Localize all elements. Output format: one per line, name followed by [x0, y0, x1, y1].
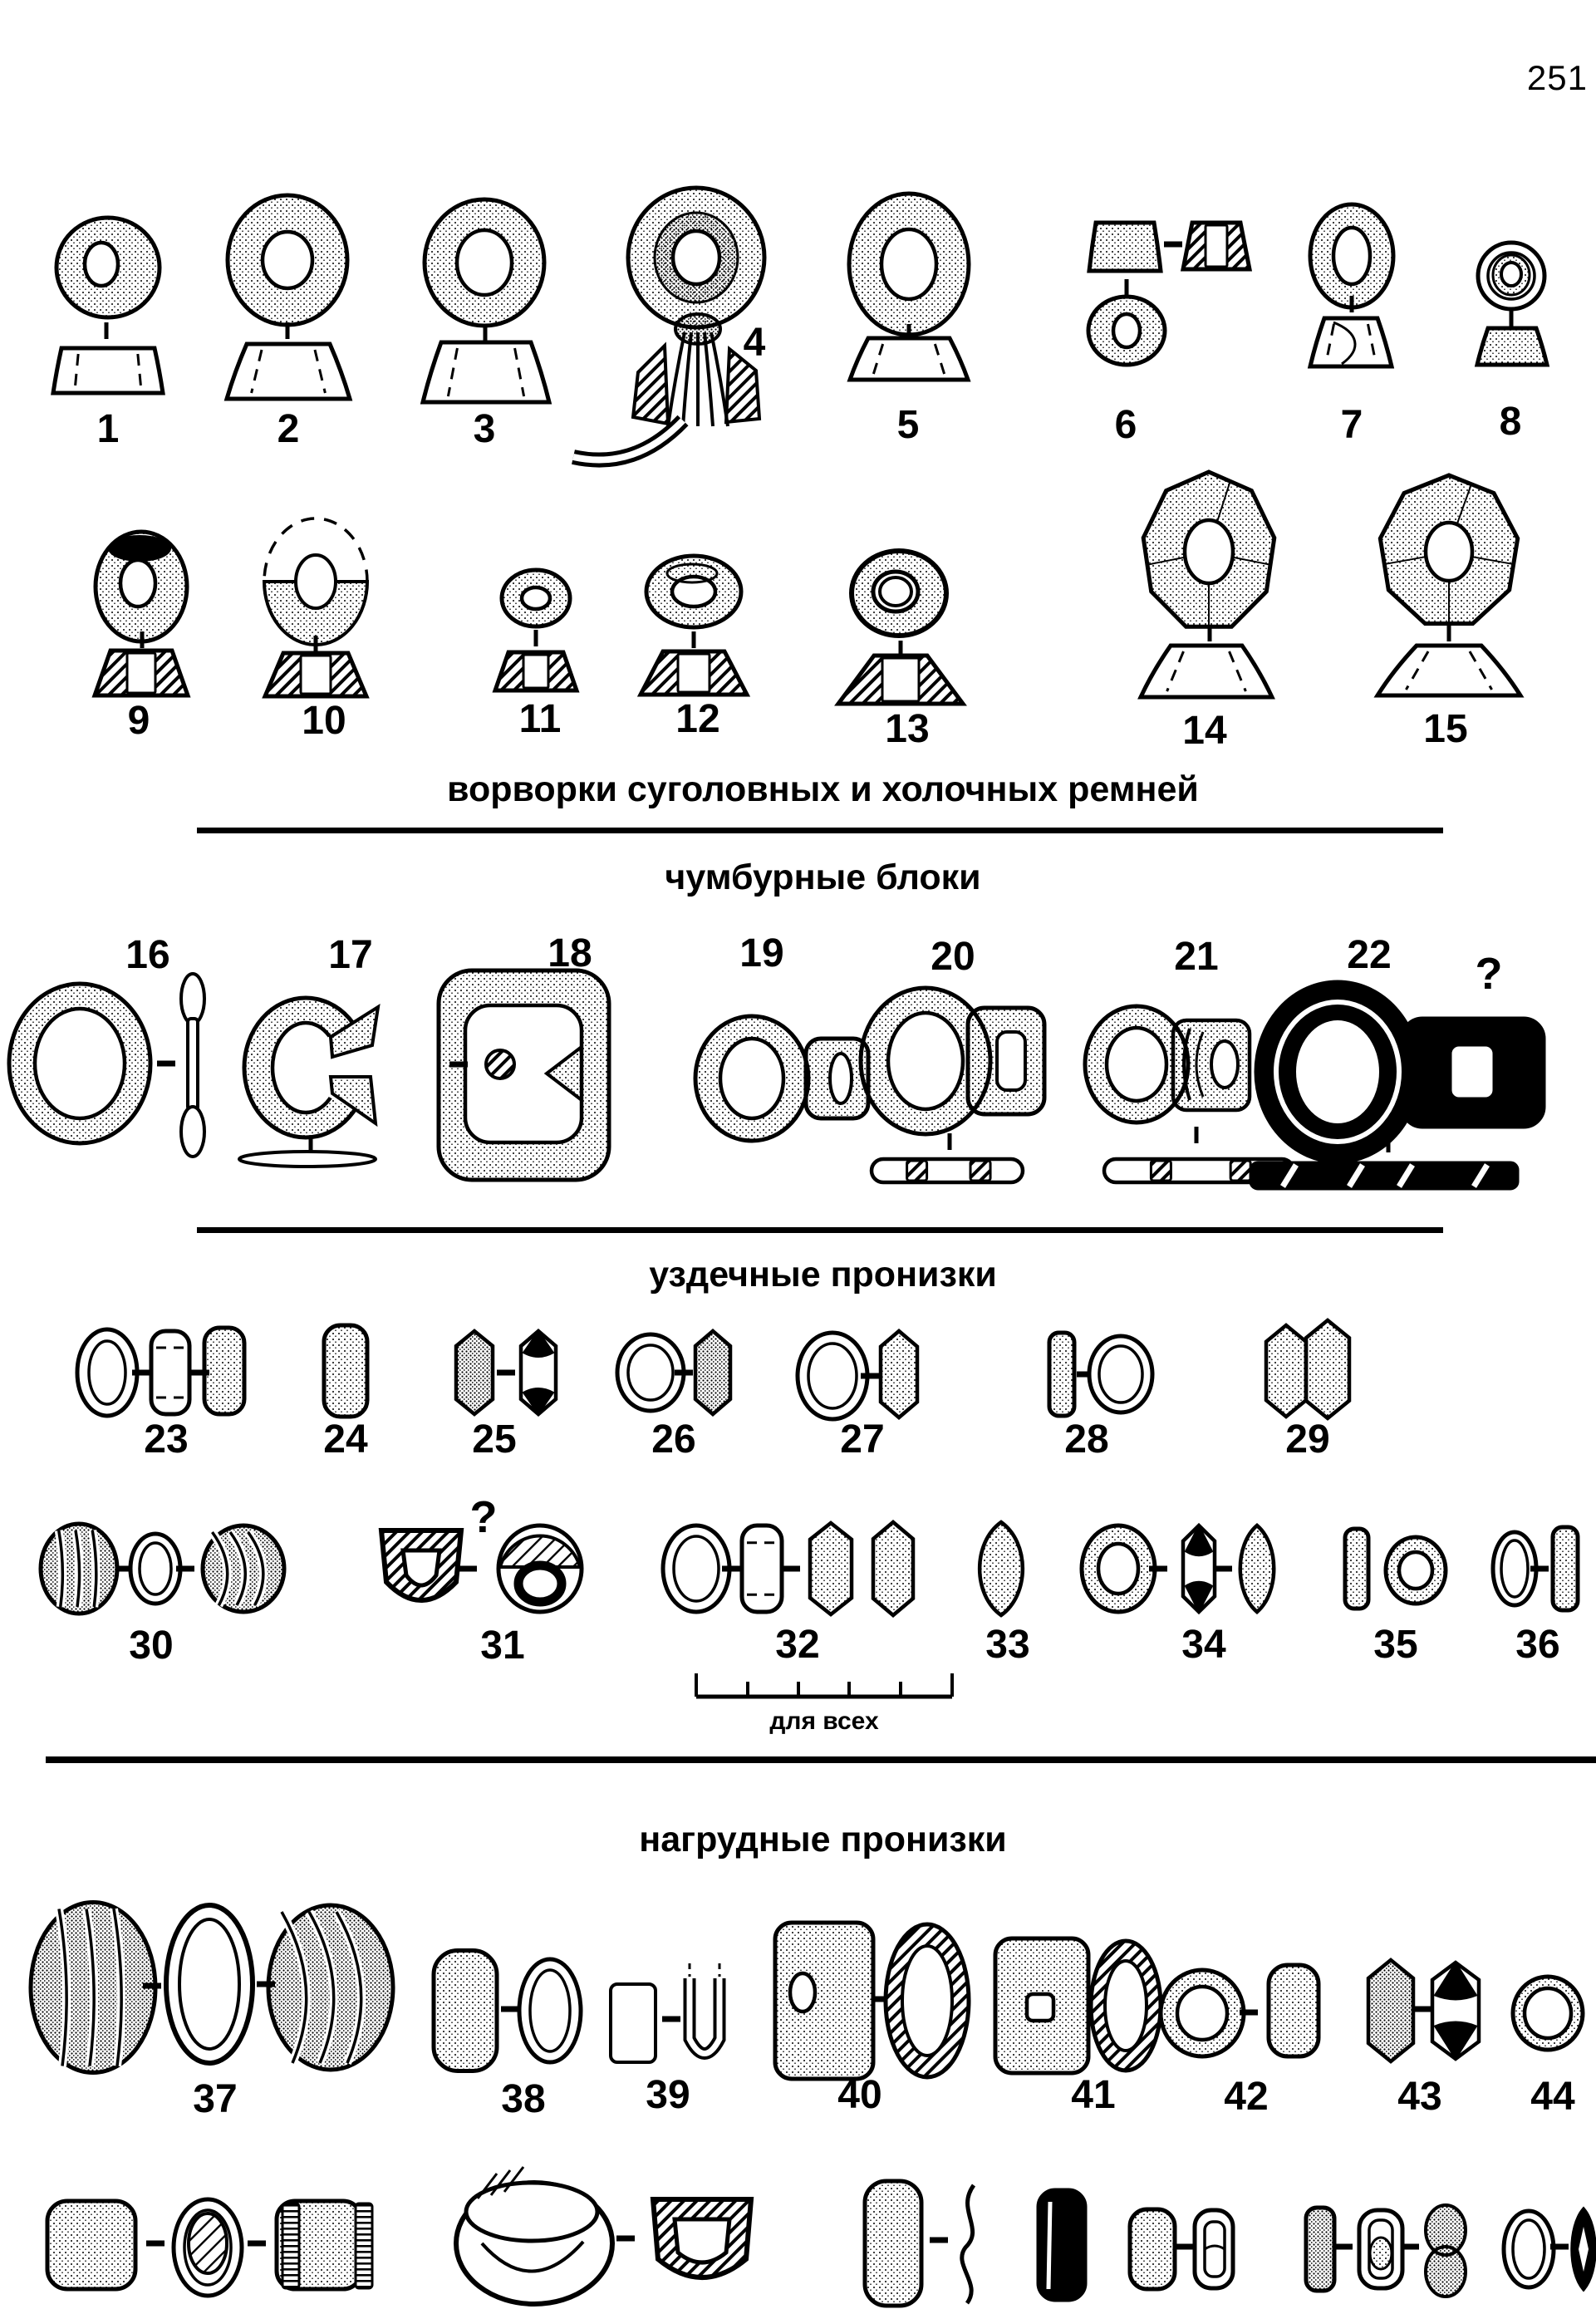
item-number-14: 14: [1182, 709, 1227, 753]
item-number-15: 15: [1423, 707, 1468, 751]
item-number-35: 35: [1373, 1623, 1418, 1667]
item-number-29: 29: [1285, 1417, 1330, 1462]
artifact-5-drawing: [849, 194, 969, 380]
artifact-20-drawing: [861, 988, 1044, 1182]
item-number-12: 12: [675, 697, 720, 741]
artifact-44-drawing: [1513, 1977, 1583, 2050]
item-number-27: 27: [840, 1417, 885, 1462]
artifact-bottom-7-drawing: [1504, 2209, 1595, 2289]
item-number-13: 13: [885, 707, 930, 751]
artifact-43-drawing: [1368, 1960, 1479, 2061]
artifact-16-drawing: [9, 974, 204, 1157]
artifact-bottom-3-drawing: [865, 2181, 974, 2306]
item-number-33: 33: [985, 1623, 1030, 1667]
section-heading-chumbur: чумбурные блоки: [665, 857, 981, 897]
artifact-37-drawing: [31, 1903, 393, 2073]
item-number-20: 20: [931, 935, 975, 979]
artifact-42-drawing: [1161, 1965, 1319, 2056]
artifact-15-drawing: [1377, 475, 1520, 695]
scale-bar: [696, 1673, 952, 1697]
section-divider-2: [197, 1227, 1443, 1233]
item-number-2: 2: [277, 407, 300, 451]
artifact-bottom-5-drawing: [1130, 2209, 1233, 2289]
item-number-26: 26: [651, 1417, 696, 1462]
artifact-40-drawing: [775, 1923, 969, 2079]
artifact-2-drawing: [227, 195, 350, 399]
item-number-4: 4: [743, 321, 766, 365]
item-number-32: 32: [775, 1623, 820, 1667]
item-number-21: 21: [1174, 935, 1219, 979]
artifact-35-drawing: [1345, 1529, 1446, 1609]
artifact-41-drawing: [995, 1938, 1161, 2073]
artifact-9-drawing: [95, 532, 188, 695]
artifact-33-drawing: [980, 1522, 1023, 1615]
item-number-42: 42: [1224, 2075, 1269, 2119]
item-number-5: 5: [896, 403, 920, 447]
artifact-bottom-2-drawing: [456, 2167, 751, 2304]
item-number-25: 25: [472, 1417, 517, 1462]
section-heading-uzdechnye: уздечные пронизки: [649, 1255, 997, 1295]
section-heading-nagrudnye: нагрудные пронизки: [639, 1820, 1007, 1859]
item-number-7: 7: [1340, 403, 1363, 447]
artifact-7-drawing: [1310, 204, 1393, 366]
item-number-24: 24: [323, 1417, 368, 1462]
item-number-1: 1: [96, 407, 120, 451]
artifact-39-drawing: [611, 1963, 719, 2062]
item-number-28: 28: [1064, 1417, 1109, 1462]
artifact-12-drawing: [641, 556, 747, 695]
artifact-8-drawing: [1477, 243, 1547, 365]
artifact-19-drawing: [695, 1016, 868, 1141]
uncertainty-mark-item-31: ?: [469, 1492, 498, 1542]
item-number-34: 34: [1181, 1623, 1226, 1667]
item-number-3: 3: [473, 407, 496, 451]
item-number-31: 31: [480, 1624, 525, 1668]
item-number-9: 9: [127, 699, 150, 743]
artifact-bottom-4-drawing: [1039, 2190, 1085, 2300]
artifact-27-drawing: [798, 1331, 917, 1419]
artifact-30-drawing: [41, 1524, 284, 1614]
scale-bar-caption: для всех: [769, 1707, 879, 1735]
artifact-10-drawing: [264, 518, 367, 696]
item-number-17: 17: [328, 933, 373, 977]
artifact-26-drawing: [617, 1331, 730, 1414]
item-number-37: 37: [193, 2077, 238, 2121]
uncertainty-mark-item-22: ?: [1475, 949, 1503, 999]
item-number-23: 23: [144, 1417, 189, 1462]
artifact-38-drawing: [434, 1951, 581, 2071]
item-number-38: 38: [501, 2077, 546, 2121]
item-number-41: 41: [1071, 2073, 1116, 2117]
artifact-13-drawing: [838, 551, 963, 704]
item-number-22: 22: [1347, 933, 1392, 977]
artifact-25-drawing: [456, 1331, 556, 1414]
section-divider-1: [197, 828, 1443, 833]
artifact-17-drawing: [239, 998, 378, 1167]
artifact-36-drawing: [1493, 1527, 1578, 1610]
item-number-36: 36: [1515, 1623, 1560, 1667]
artifact-6-drawing: [1088, 223, 1250, 365]
artifact-34-drawing: [1082, 1525, 1274, 1612]
artifact-24-drawing: [324, 1325, 367, 1417]
artifact-32-drawing: [663, 1522, 913, 1615]
artifact-1-drawing: [53, 218, 163, 393]
item-number-40: 40: [837, 2073, 882, 2117]
item-number-39: 39: [646, 2073, 690, 2117]
item-number-6: 6: [1114, 403, 1137, 447]
artifact-23-drawing: [77, 1328, 244, 1416]
item-number-10: 10: [302, 699, 346, 743]
artifact-28-drawing: [1049, 1333, 1152, 1416]
item-number-30: 30: [129, 1624, 174, 1668]
item-number-16: 16: [125, 933, 170, 977]
section-divider-3: [46, 1756, 1596, 1763]
section-heading-vorvorki: ворворки суголовных и холочных ремней: [447, 769, 1199, 809]
artifact-22-drawing: [1251, 982, 1544, 1188]
artifact-18-drawing: [439, 970, 609, 1180]
artifact-14-drawing: [1141, 472, 1274, 697]
artifact-bottom-1-drawing: [47, 2199, 372, 2296]
artifact-bottom-6-drawing: [1306, 2205, 1466, 2297]
item-number-11: 11: [518, 697, 562, 741]
page-number: 251: [1526, 58, 1588, 97]
item-number-43: 43: [1397, 2075, 1442, 2119]
item-number-19: 19: [739, 931, 784, 975]
artifact-11-drawing: [495, 570, 577, 690]
item-number-44: 44: [1530, 2075, 1575, 2119]
item-number-8: 8: [1499, 400, 1522, 444]
artifact-29-drawing: [1266, 1320, 1349, 1418]
item-number-18: 18: [548, 931, 592, 975]
artifact-3-drawing: [423, 199, 549, 402]
artifact-4-drawing: [573, 188, 764, 460]
